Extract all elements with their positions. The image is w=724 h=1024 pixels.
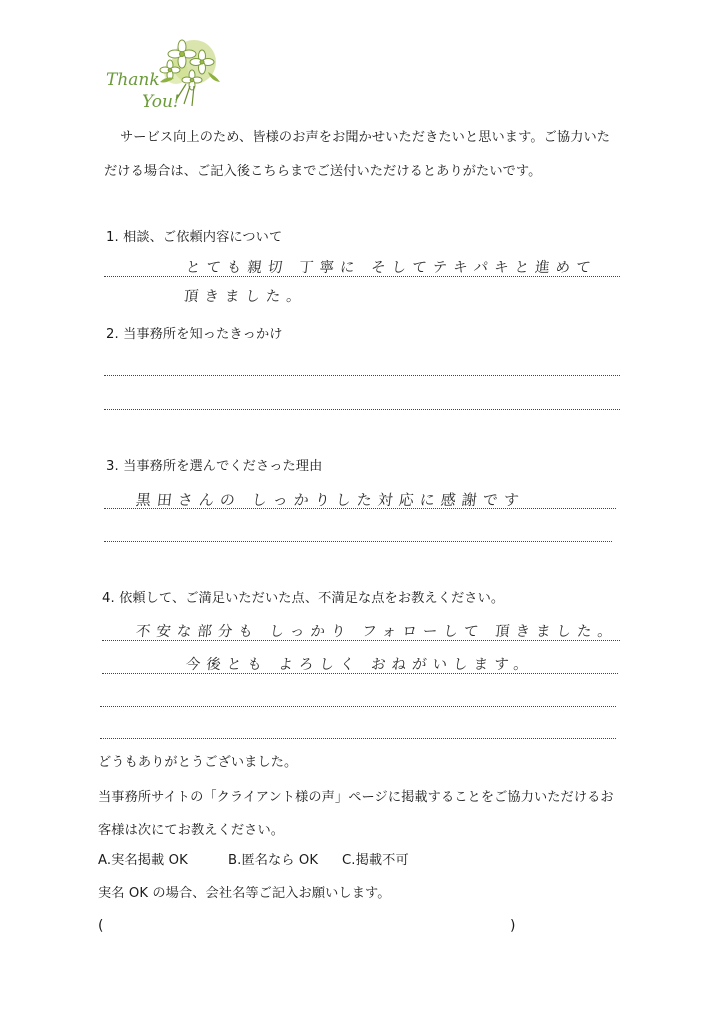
realname-note: 実名 OK の場合、会社名等ご記入お願いします。 [98, 886, 391, 901]
question-4-answer-line-rule-3 [100, 706, 616, 707]
question-4-label: 4. 依頼して、ご満足いただいた点、不満足な点をお教えください。 [102, 591, 505, 606]
question-4-answer-line-2: 今後とも よろしく おねがいします。 [185, 657, 535, 673]
question-1-answer-line-2: 頂きました。 [183, 289, 308, 305]
option-b-anonymous-ok[interactable]: B.匿名なら OK [228, 853, 319, 868]
closing-thanks: どうもありがとうございました。 [98, 755, 298, 770]
question-2-answer-line-rule-2 [104, 409, 620, 410]
logo-text-thank: Thank [106, 70, 160, 90]
option-c-not-allowed[interactable]: C.掲載不可 [342, 853, 409, 868]
consent-line-2: 客様は次にてお教えください。 [98, 823, 285, 838]
question-3-answer-line-rule-2 [104, 541, 612, 542]
company-name-field-open-bracket: ( [98, 918, 104, 934]
thank-you-logo [104, 34, 229, 118]
question-2-answer-line-rule-1 [104, 375, 620, 376]
intro-line-2: だける場合は、ご記入後こちらまでご送付いただけるとありがたいです。 [104, 164, 542, 179]
question-3-answer-line-1: 黒田さんの しっかりした対応に感謝です [135, 491, 526, 509]
consent-line-1: 当事務所サイトの「クライアント様の声」ページに掲載することをご協力いただけるお [98, 790, 614, 805]
question-4-answer-line-1: 不安な部分も しっかり フォローして 頂きました。 [135, 624, 619, 640]
question-1-answer-line-1: とても親切 丁寧に そしてテキパキと進めて [185, 260, 598, 276]
question-4-answer-line-rule-2 [102, 673, 618, 674]
company-name-field[interactable] [108, 916, 506, 936]
logo-text-you: You! [142, 92, 180, 112]
question-4-answer-line-rule-1 [102, 640, 620, 641]
question-3-label: 3. 当事務所を選んでくださった理由 [106, 459, 323, 474]
company-name-field-close-bracket: ) [510, 918, 516, 934]
question-4-answer-line-rule-4 [100, 738, 616, 739]
question-1-label: 1. 相談、ご依頼内容について [106, 230, 283, 245]
intro-line-1: サービス向上のため、皆様のお声をお聞かせいただきたいと思います。ご協力いた [120, 130, 611, 145]
question-3-answer-line-rule-1 [104, 508, 616, 509]
question-1-answer-line-rule-1 [104, 276, 620, 277]
option-a-realname-ok[interactable]: A.実名掲載 OK [98, 853, 188, 868]
question-2-label: 2. 当事務所を知ったきっかけ [106, 327, 283, 342]
